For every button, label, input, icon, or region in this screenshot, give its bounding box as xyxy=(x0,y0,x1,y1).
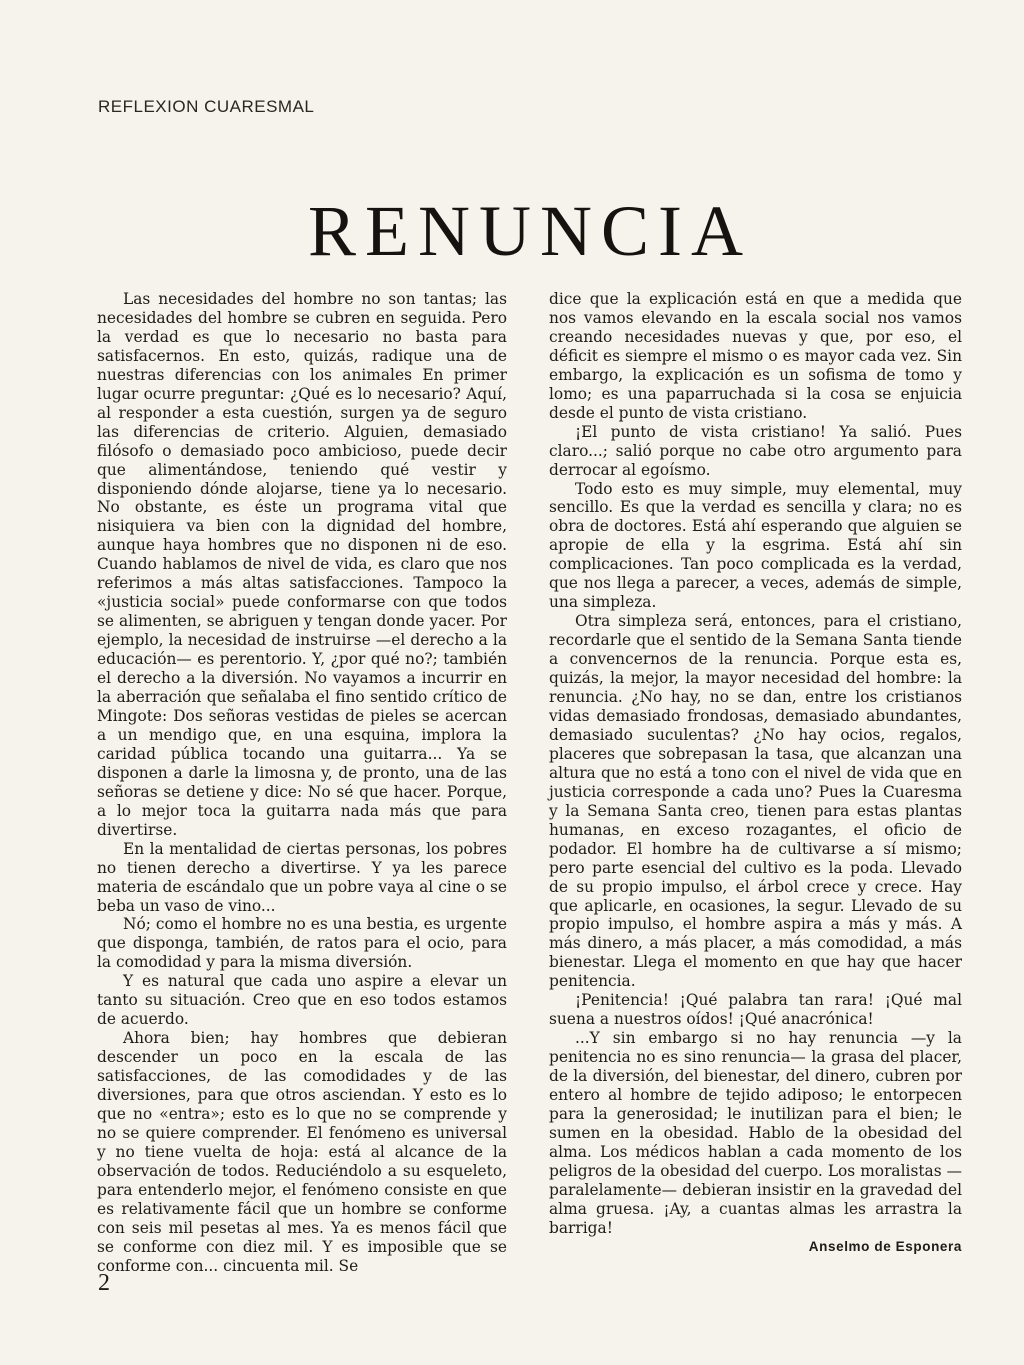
author-signature: Anselmo de Esponera xyxy=(808,1238,962,1254)
paragraph: En la mentalidad de ciertas personas, los pobres no tienen derecho a divertirse. Y ya les parece materia de escándalo que un pobre vaya al cine o se beba un vaso de vino... xyxy=(97,839,507,915)
paragraph: Y es natural que cada uno aspire a elevar un tanto su situación. Creo que en eso todos estamos de acuerdo. xyxy=(97,972,507,1029)
paragraph: dice que la explicación está en que a medida que nos vamos elevando en la escala social nos vamos creando necesidades nuevas y que, por eso, el déficit es siempre el mismo o es mayor cada vez. Sin embargo, la explicación es un sofisma de tomo y lomo; es una paparruchada si la cosa se enjuicia desde el punto de vista cristiano. xyxy=(549,290,962,422)
paragraph: ¡Penitencia! ¡Qué palabra tan rara! ¡Qué mal suena a nuestros oídos! ¡Qué anacrónica! xyxy=(549,991,962,1029)
paragraph: ¡El punto de vista cristiano! Ya salió. Pues claro...; salió porque no cabe otro argumento para derrocar al egoísmo. xyxy=(549,422,962,479)
section-label: REFLEXION CUARESMAL xyxy=(98,97,315,116)
paragraph: Nó; como el hombre no es una bestia, es urgente que disponga, también, de ratos para el ocio, para la comodidad y para la misma diversión. xyxy=(97,915,507,972)
left-column xyxy=(97,290,507,1276)
page-number: 2 xyxy=(98,1270,110,1296)
paragraph: Las necesidades del hombre no son tantas; las necesidades del hombre se cubren en seguida. Pero la verdad es que lo necesario no basta para satisfacernos. En esto, quizás, radique una de nuestras diferencias con los animales En primer lugar ocurre preguntar: ¿Qué es lo necesario? Aquí, al responder a esta cuestión, surgen ya de seguro las diferencias de criterio. Alguien, demasiado filósofo o demasiado poco ambicioso, puede decir que alimentándose, teniendo qué vestir y disponiendo dónde alojarse, tiene ya lo necesario. No obstante, es éste un programa vital que nisiquiera va bien con la dignidad del hombre, aunque haya hombres que no disponen ni de eso. Cuando hablamos de nivel de vida, es claro que nos referimos a más altas satisfacciones. Tampoco la «justicia social» puede conformarse con que todos se alimenten, se abriguen y tengan donde yacer. Por ejemplo, la necesidad de instruirse —el derecho a la educación— es perentorio. Y, ¿por qué no?; también el derecho a la diversión. No vayamos a incurrir en la aberración que señalaba el fino sentido crítico de Mingote: Dos señoras vestidas de pieles se acercan a un mendigo que, en una esquina, implora la caridad pública tocando una guitarra... Ya se disponen a darle la limosna y, de pronto, una de las señoras se detiene y dice: No sé que hacer. Porque, a lo mejor toca la guitarra nada más que para divertirse. xyxy=(97,290,507,839)
paragraph: Todo esto es muy simple, muy elemental, muy sencillo. Es que la verdad es sencilla y clara; no es obra de doctores. Está ahí esperando que alguien se apropie de ella y la esgrima. Está ahí sin complicaciones. Tan poco complicada es la verdad, que nos llega a parecer, a veces, además de simple, una simpleza. xyxy=(549,479,962,612)
paragraph: ...Y sin embargo si no hay renuncia —y la penitencia no es sino renuncia— la grasa del placer, de la diversión, del bienestar, del dinero, cubren por entero al hombre de tejido adiposo; le entorpecen para la generosidad; le inutilizan para el bien; le sumen en la obesidad. Hablo de la obesidad del alma. Los médicos hablan a cada momento de los peligros de la obesidad del cuerpo. Los moralistas —paralelamente— debieran insistir en la gravedad del alma gruesa. ¡Ay, a cuantas almas les arrastra la barriga! xyxy=(549,1029,962,1237)
paragraph: Otra simpleza será, entonces, para el cristiano, recordarle que el sentido de la Semana Santa tiende a convencernos de la renuncia. Porque esta es, quizás, la mejor, la mayor necesidad del hombre: la renuncia. ¿No hay, no se dan, entre los cristianos vidas demasiado frondosas, demasiado abundantes, demasiado suculentas? ¿No hay ocios, regalos, placeres que sobrepasan la tasa, que alcanzan una altura que no está a tono con el nivel de vida que en justicia corresponde a cada uno? Pues la Cuaresma y la Semana Santa creo, tienen para estas plantas humanas, en exceso rozagantes, el oficio de podador. El hombre ha de cultivarse a sí mismo; pero parte esencial del cultivo es la poda. Llevado de su propio impulso, el árbol crece y crece. Hay que aplicarle, en ocasiones, la segur. Llevado de su propio impulso, el hombre aspira a más y más. A más dinero, a más placer, a más comodidad, a más bienestar. Llega el momento en que hay que hacer penitencia. xyxy=(549,612,962,991)
paragraph: Ahora bien; hay hombres que debieran descender un poco en la escala de las satisfacciones, de las comodidades y de las diversiones, para que otros asciendan. Y esto es lo que no «entra»; esto es lo que no se comprende y no se quiere comprender. El fenómeno es universal y no tiene vuelta de hoja: está al alcance de la observación de todos. Reduciéndolo a su esqueleto, para entenderlo mejor, el fenómeno consiste en que es relativamente fácil que un hombre se conforme con seis mil pesetas al mes. Ya es menos fácil que se conforme con diez mil. Y es imposible que se conforme con... cincuenta mil. Se xyxy=(97,1029,507,1275)
right-column xyxy=(549,290,962,1257)
article-title: RENUNCIA xyxy=(308,191,752,272)
